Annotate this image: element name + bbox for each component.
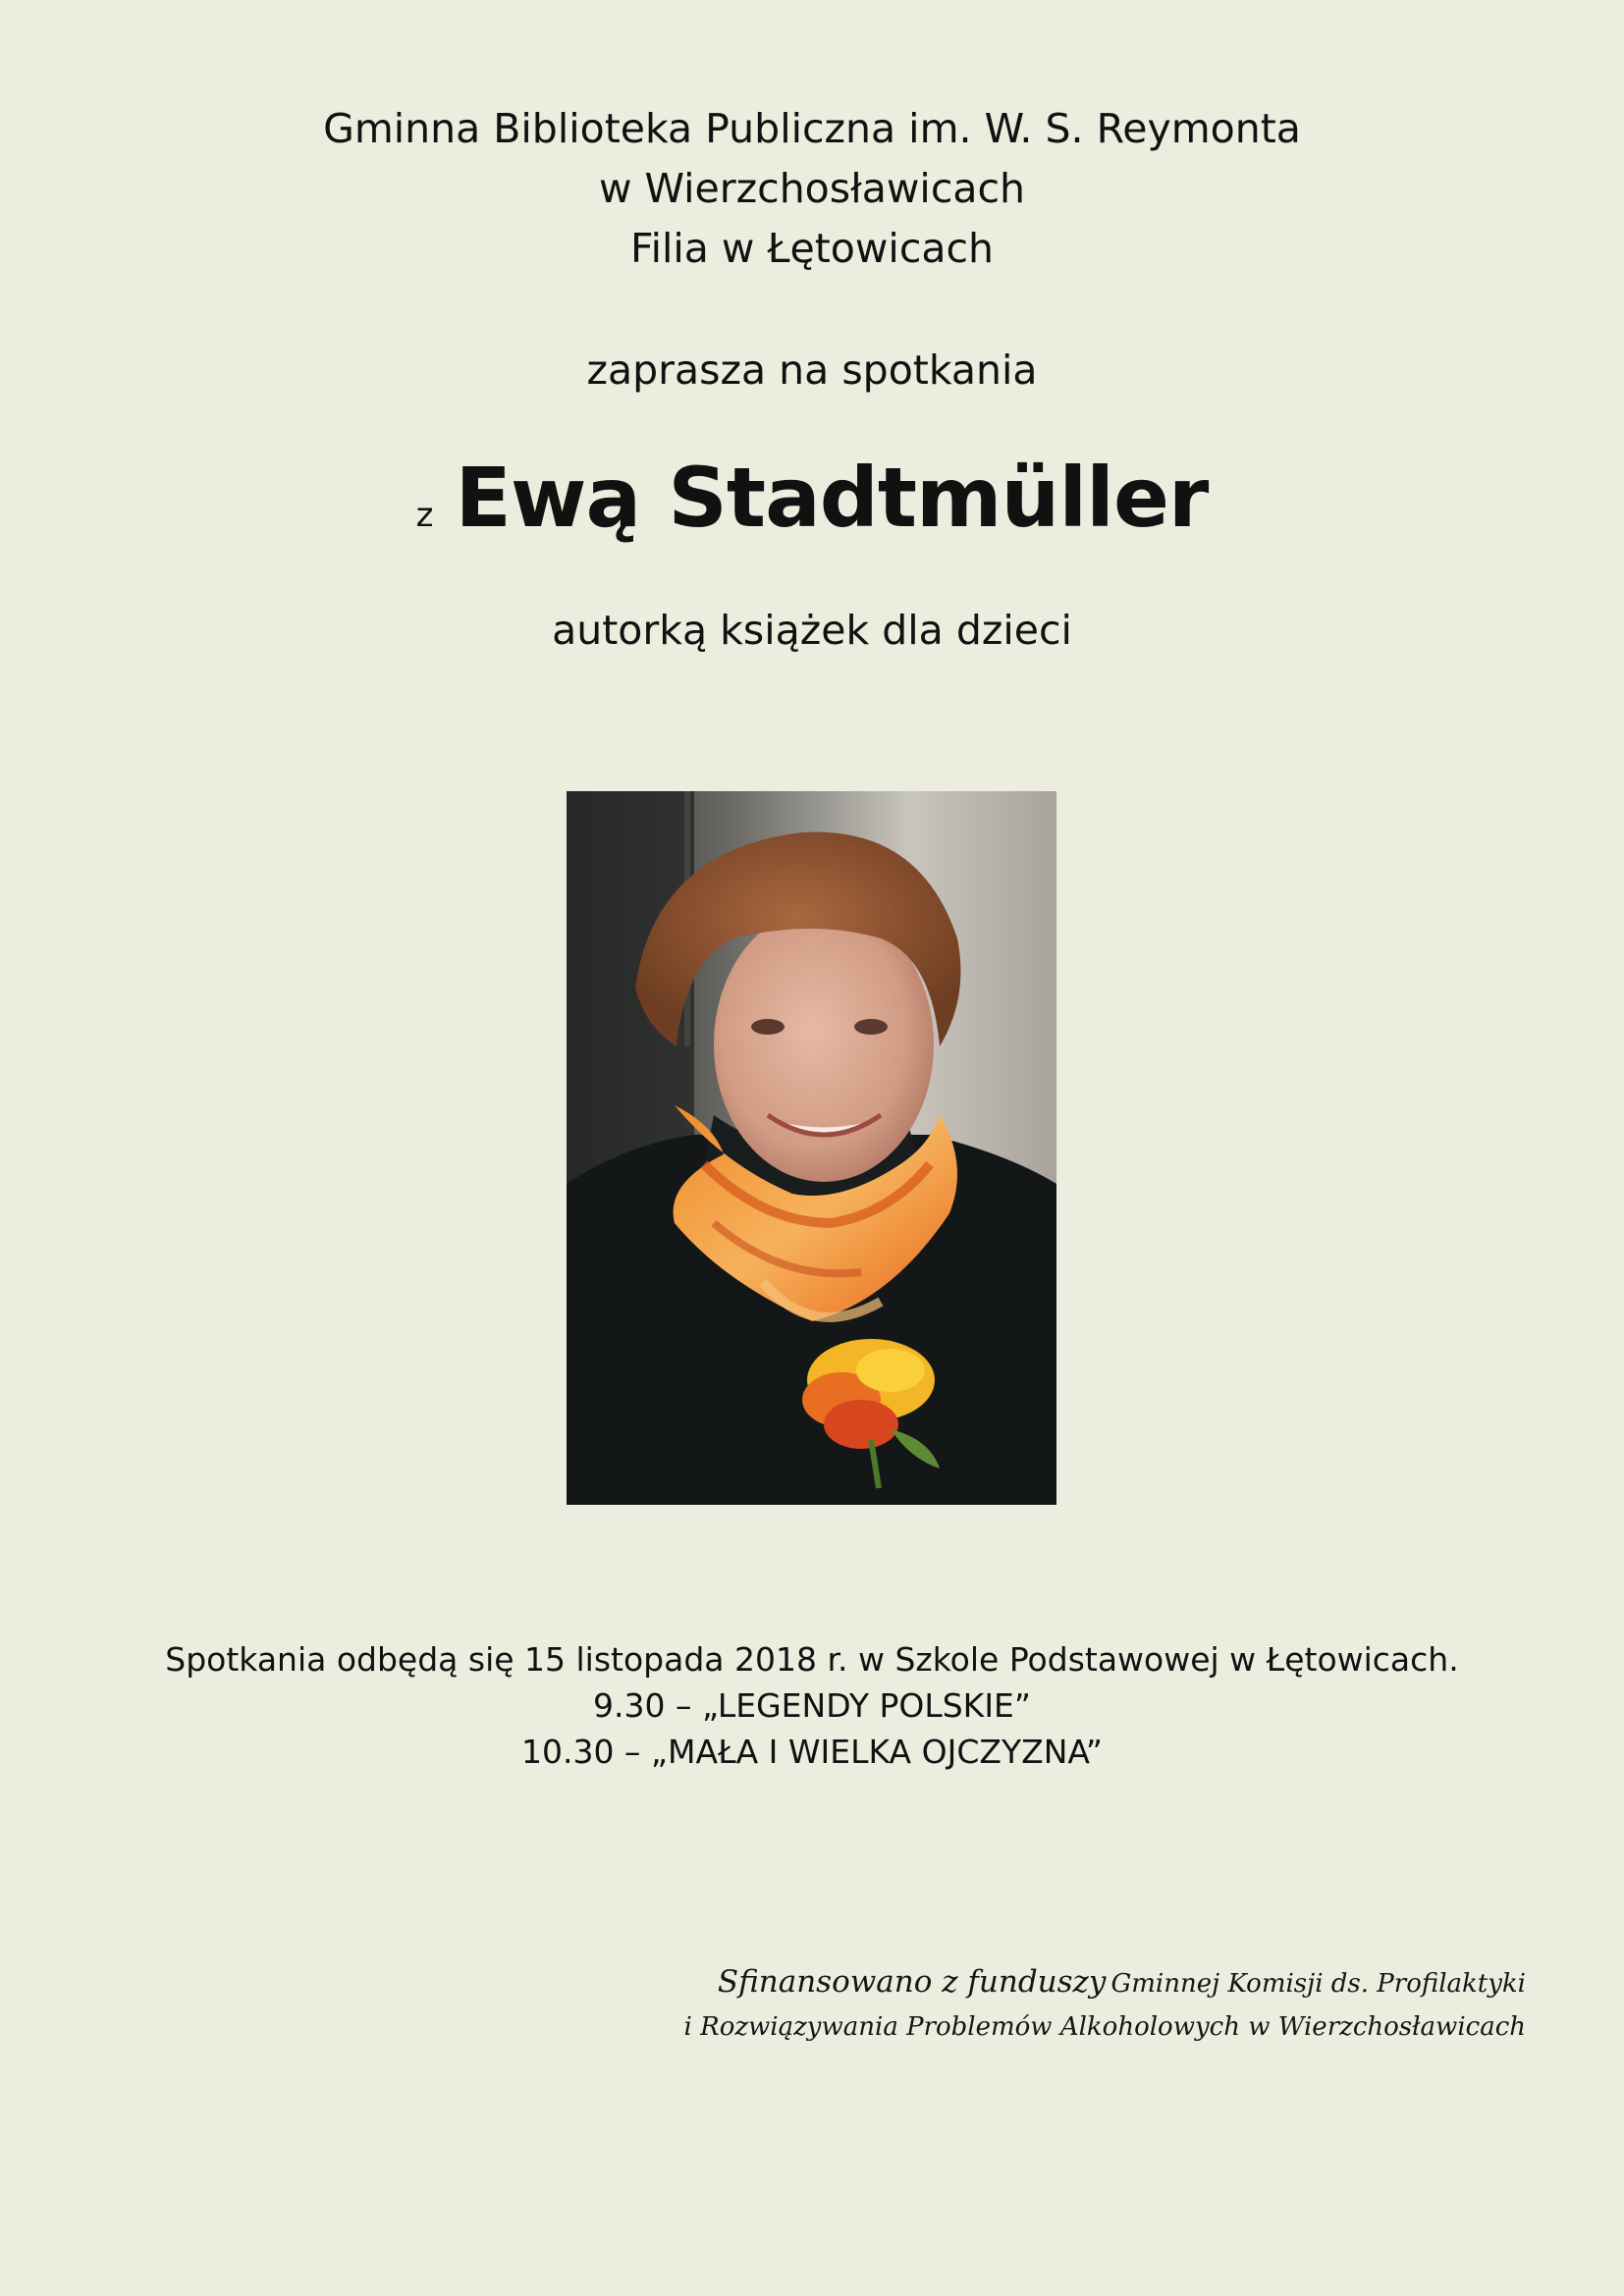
guest-heading [0, 444, 1624, 575]
library-branch: Filia w Łętowicach [629, 225, 995, 272]
funding-committee-line2: i Rozwiązywania Problemów Alkoholowych w Wierzchosławicach [683, 2012, 1526, 2042]
session-2: 10.30 – „MAŁA I WIELKA OJCZYZNA” [520, 1733, 1104, 1771]
meeting-date-line: Spotkania odbędą się 15 listopada 2018 r. w Szkole Podstawowej w Łętowicach. [165, 1640, 1459, 1679]
funding-note [544, 1960, 1526, 2046]
funding-committee: Gminnej Komisji ds. Profilaktyki [1110, 1969, 1526, 1999]
library-header [0, 99, 1624, 279]
guest-subtitle: autorką książek dla dzieci [552, 607, 1072, 654]
funding-lead: Sfinansowano z funduszy [717, 1964, 1107, 2000]
author-portrait-photo [567, 791, 1056, 1505]
library-name: Gminna Biblioteka Publiczna im. W. S. Reymonta [323, 105, 1301, 152]
library-location: w Wierzchosławicach [598, 165, 1026, 212]
invite-text: zaprasza na spotkania [586, 347, 1038, 394]
guest-name: Ewą Stadtmüller [455, 450, 1209, 546]
meeting-details [0, 1636, 1624, 1775]
guest-prefix: z [415, 496, 434, 535]
session-1: 9.30 – „LEGENDY POLSKIE” [593, 1686, 1031, 1725]
